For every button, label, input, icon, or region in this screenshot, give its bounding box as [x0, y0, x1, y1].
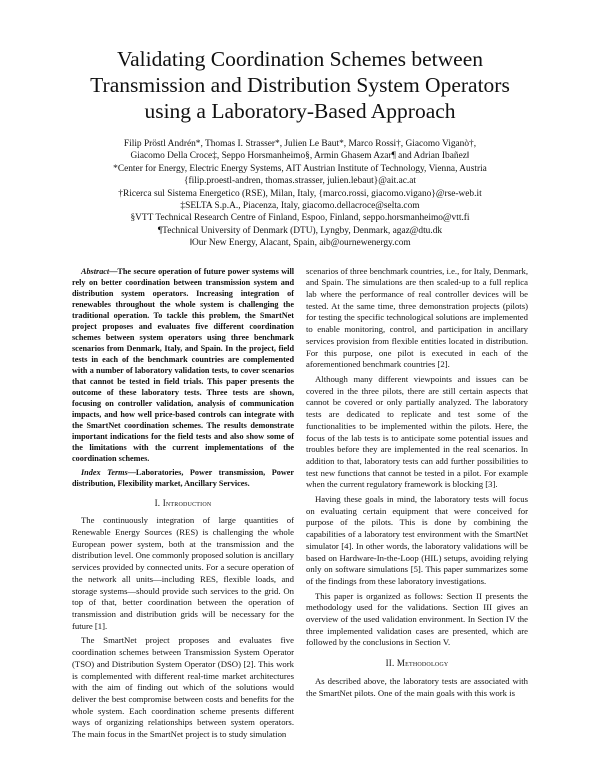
abstract-label: Abstract [81, 266, 110, 276]
methodology-paragraph-1: As described above, the laboratory tests are associated with the SmartNet pilots. One of the main goals with this work is [306, 675, 528, 698]
index-terms [72, 467, 294, 489]
author-line-1: Filip Pröstl Andrén*, Thomas I. Strasser*, Julien Le Baut*, Marco Rossi†, Giacomo Viganò†, [123, 139, 477, 149]
section-number: II. [385, 658, 395, 669]
left-column [72, 266, 294, 744]
section-title: Methodology [396, 658, 449, 669]
index-terms-label: Index Terms [81, 467, 128, 477]
body-columns [72, 266, 528, 744]
intro-paragraph-5: Having these goals in mind, the laboratory tests will focus on evaluating certain equipment that were conceived for purpose of the pilots. This is done by combining the capabilities of a laboratory test environment with the SmartNet simulator [4]. In other words, the laboratory validations will be based on Hardware-In-the-Loop (HIL) setups, avoiding relying only on software simulations [5]. This paper summarizes some of the findings from these laboratory investigations. [306, 494, 528, 586]
intro-paragraph-3: scenarios of three benchmark countries, i.e., for Italy, Denmark, and Spain. The simulations are then scaled-up to a full replica lab where the performance of real controller devices will be tested. At the same time, three demonstration projects (pilots) for testing the specific technological solutions are implemented to enable monitoring, control, and participation in ancillary services provision from flexible entities located in distribution. For this purpose, one pilot is executed in each of the aforementioned benchmark countries [2]. [306, 265, 528, 370]
section-heading-methodology [306, 658, 528, 670]
affiliation-ait-emails: {filip.proestl-andren, thomas.strasser, julien.lebaut}@ait.ac.at [183, 176, 417, 187]
section-number: I. [154, 497, 161, 508]
title-line-3: using a Laboratory-Based Approach [144, 99, 456, 123]
intro-paragraph-4: Although many different viewpoints and issues can be covered in the three pilots, there are still certain aspects that cannot be covered or only partially analyzed. The laboratory tests are dedicated to replicate and test some of the functionalities to be implemented within the pilots. Here, the focus of the lab tests is to anticipate some potential issues and troubles before they are implemented in the real scenarios. In addition to that, laboratory tests can add further possibilities to test new functions that cannot be tested in a pilot. For example when the current regulatory framework is blocking [3]. [306, 373, 528, 490]
title-line-2: Transmission and Distribution System Operators [90, 73, 510, 97]
author-block [72, 138, 528, 250]
author-line-2: Giacomo Della Croce‡, Seppo Horsmanheimo§, Armin Ghasem Azar¶ and Adrian Ibañez‖ [130, 151, 470, 162]
intro-paragraph-1: The continuously integration of large quantities of Renewable Energy Sources (RES) is challenging the whole European power system, both at the transmission and the distribution level. One commonly proposed solution is ancillary services provided by connected units. For a secure operation of the network all units—including RES, flexible loads, and storage systems—should provide such services to the grid. On top of that, better coordination between the operation of transmission and distribution grids will be necessary for the future [1]. [72, 515, 294, 631]
affiliation-selta: ‡SELTA S.p.A., Piacenza, Italy, giacomo.dellacroce@selta.com [180, 201, 420, 212]
affiliation-dtu: ¶Technical University of Denmark (DTU), Lyngby, Denmark, agaz@dtu.dk [157, 225, 443, 236]
intro-paragraph-2: The SmartNet project proposes and evaluates five coordination schemes between Transmission System Operator (TSO) and Distribution System Operator (DSO) [2]. This work is complemented with different real-time market architectures with the aim of finding out which of the solutions would deliver the best compromise between costs and benefits for the whole system. Each coordination scheme presents different ways of organizing relationships between system operators. The main focus in the SmartNet project is to study simulation [72, 635, 294, 740]
right-column [306, 266, 528, 744]
affiliation-vtt: §VTT Technical Research Centre of Finland, Espoo, Finland, seppo.horsmanheimo@vtt.fi [130, 213, 470, 224]
abstract-text: —The secure operation of future power systems will rely on better coordination between transmission system and distribution system operators. Increasing integration of renewables throughout the whole system is challenging the traditional operation. To tackle this problem, the SmartNet project proposes and evaluates five different coordination schemes between system operators using three benchmark scenarios from Denmark, Italy, and Spain. In the project, field tests in each of the benchmark countries are complemented with a number of laboratory validation tests, to cover scenarios that cannot be tested in field trials. This paper presents the outcome of these laboratory tests. Three tests are shown, focusing on controller validation, analysis of communication impacts, and how well price-based controls can integrate with the SmartNet coordination schemes. The results demonstrate important indications for the field tests and also show some of the limitations with the current implementations of the coordination schemes. [72, 266, 294, 463]
section-title: Introduction [162, 497, 212, 508]
intro-paragraph-6: This paper is organized as follows: Section II presents the methodology used for the validations. Section III gives an overview of the used validation environment. In Section IV the three implemented validation cases are presented, which are followed by the conclusions in Section V. [306, 590, 528, 648]
affiliation-ait: *Center for Energy, Electric Energy Systems, AIT Austrian Institute of Technology, Vienna, Austria [113, 163, 487, 174]
affiliation-one: ‖Our New Energy, Alacant, Spain, aib@ournewenergy.com [189, 238, 411, 249]
title-line-1: Validating Coordination Schemes between [116, 47, 483, 71]
affiliation-rse: †Ricerca sul Sistema Energetico (RSE), Milan, Italy, {marco.rossi, giacomo.vigano}@rse-web.it [118, 188, 482, 199]
paper-title [72, 46, 528, 124]
abstract [72, 266, 294, 464]
abstract-paragraph [72, 266, 294, 464]
index-terms-text: —Laboratories, Power transmission, Power distribution, Flexibility market, Ancillary Services. [72, 467, 294, 488]
section-heading-introduction [72, 498, 294, 510]
